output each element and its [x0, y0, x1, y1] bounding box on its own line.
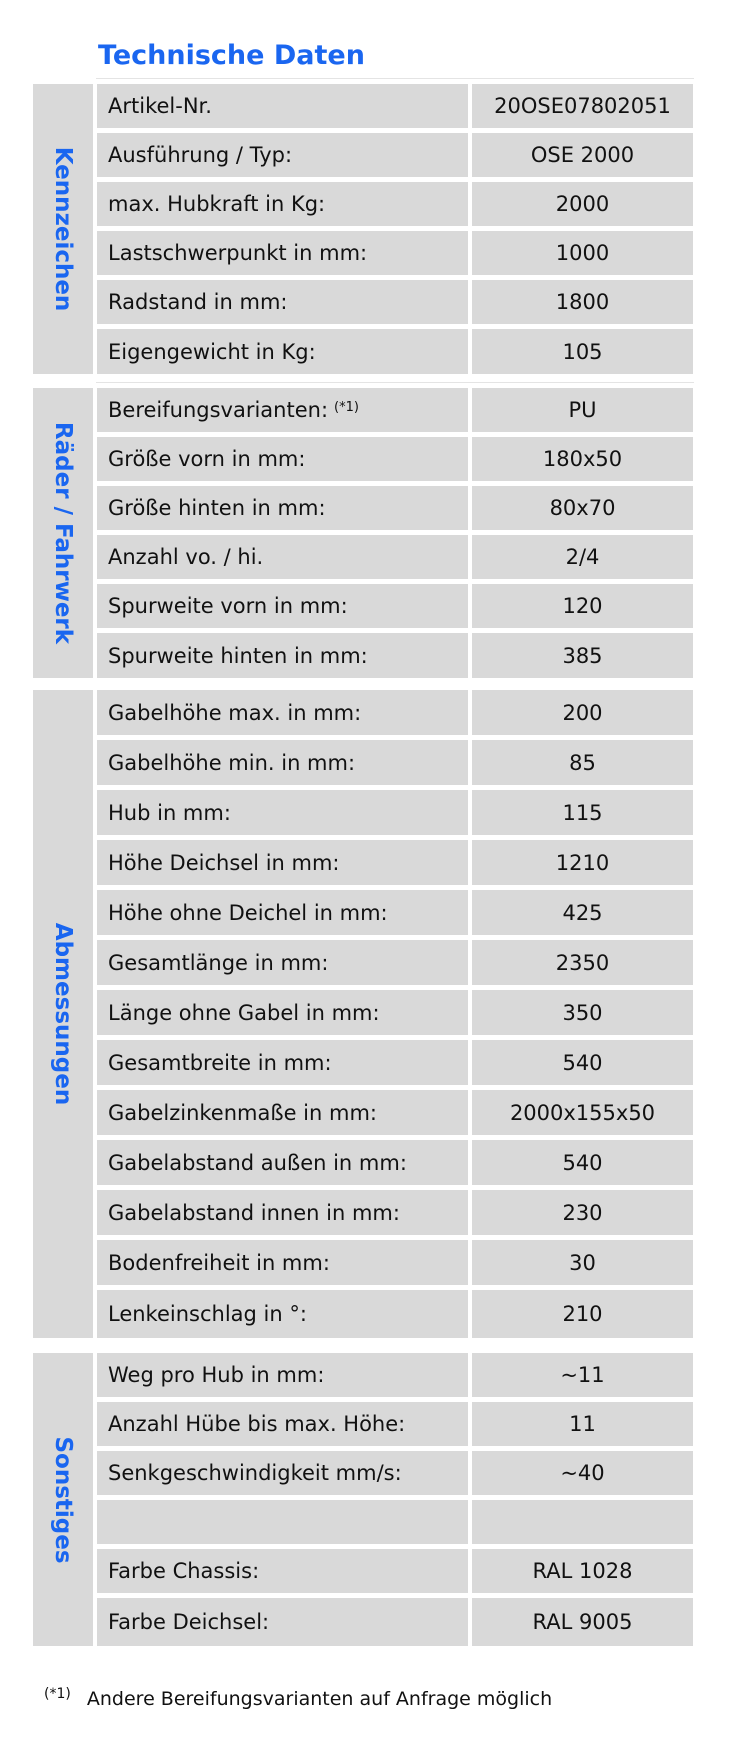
- table-row: [97, 84, 693, 128]
- row-label: Lenkeinschlag in °:: [97, 1290, 468, 1338]
- row-value: 1000: [472, 231, 693, 275]
- row-value: 105: [472, 329, 693, 374]
- row-value: ~40: [472, 1451, 693, 1495]
- row-label: max. Hubkraft in Kg:: [97, 182, 468, 226]
- table-row: [97, 1290, 693, 1338]
- footnote-marker: (*1): [334, 399, 359, 415]
- row-label: Artikel-Nr.: [97, 84, 468, 128]
- row-value: 385: [472, 633, 693, 678]
- section-raeder-fahrwerk: [33, 388, 693, 678]
- row-label: Länge ohne Gabel in mm:: [97, 990, 468, 1035]
- section-abmessungen: [33, 690, 693, 1338]
- table-row: [97, 890, 693, 935]
- row-label: Höhe ohne Deichel in mm:: [97, 890, 468, 935]
- row-label: Lastschwerpunkt in mm:: [97, 231, 468, 275]
- table-row: [97, 1402, 693, 1446]
- table-row: [97, 840, 693, 885]
- row-label: [97, 1500, 468, 1544]
- row-label: Gesamtlänge in mm:: [97, 940, 468, 985]
- row-label: Anzahl Hübe bis max. Höhe:: [97, 1402, 468, 1446]
- table-row: [97, 690, 693, 735]
- row-value: 120: [472, 584, 693, 628]
- row-value: 30: [472, 1240, 693, 1285]
- table-row: [97, 1090, 693, 1135]
- row-value: 2000x155x50: [472, 1090, 693, 1135]
- footnote: [44, 1688, 552, 1710]
- title-divider: [96, 78, 694, 79]
- row-label: Größe hinten in mm:: [97, 486, 468, 530]
- table-row: [97, 1190, 693, 1235]
- row-value: ~11: [472, 1353, 693, 1397]
- table-row: [97, 584, 693, 628]
- row-value: 115: [472, 790, 693, 835]
- row-value: 2/4: [472, 535, 693, 579]
- row-label: Farbe Deichsel:: [97, 1598, 468, 1646]
- row-value: 85: [472, 740, 693, 785]
- row-value: 80x70: [472, 486, 693, 530]
- table-row: [97, 329, 693, 374]
- row-label: Farbe Chassis:: [97, 1549, 468, 1593]
- table-row: [97, 1240, 693, 1285]
- row-label: Ausführung / Typ:: [97, 133, 468, 177]
- table-row: [97, 1140, 693, 1185]
- row-label: Gesamtbreite in mm:: [97, 1040, 468, 1085]
- table-row: [97, 990, 693, 1035]
- row-label: Radstand in mm:: [97, 280, 468, 324]
- page-title: Technische Daten: [98, 40, 365, 71]
- footnote-text: Andere Bereifungsvarianten auf Anfrage möglich: [86, 1688, 553, 1710]
- section-label-cell: [33, 1353, 93, 1646]
- row-value: 200: [472, 690, 693, 735]
- row-label: Hub in mm:: [97, 790, 468, 835]
- table-row: [97, 633, 693, 678]
- section-label: Sonstiges: [50, 1435, 76, 1564]
- row-label: Bodenfreiheit in mm:: [97, 1240, 468, 1285]
- row-label: Senkgeschwindigkeit mm/s:: [97, 1451, 468, 1495]
- row-value: 540: [472, 1040, 693, 1085]
- row-value: 20OSE07802051: [472, 84, 693, 128]
- table-row: [97, 940, 693, 985]
- table-row: [97, 280, 693, 324]
- section-sonstiges: [33, 1353, 693, 1646]
- table-row: [97, 1353, 693, 1397]
- row-value: 425: [472, 890, 693, 935]
- section-label-cell: [33, 84, 93, 374]
- section-label-cell: [33, 388, 93, 678]
- row-value: 11: [472, 1402, 693, 1446]
- row-value: 1800: [472, 280, 693, 324]
- footnote-marker: (*1): [44, 1686, 71, 1702]
- row-value: 1210: [472, 840, 693, 885]
- table-row: [97, 1451, 693, 1495]
- section-divider: [96, 382, 694, 383]
- table-row: [97, 535, 693, 579]
- row-label: [97, 388, 468, 432]
- row-value: RAL 9005: [472, 1598, 693, 1646]
- table-row: [97, 740, 693, 785]
- table-row: [97, 182, 693, 226]
- table-row: [97, 1040, 693, 1085]
- table-row: [97, 231, 693, 275]
- row-label: Größe vorn in mm:: [97, 437, 468, 481]
- row-value: 180x50: [472, 437, 693, 481]
- section-label-cell: [33, 690, 93, 1338]
- table-row: [97, 388, 693, 432]
- row-label: Gabelzinkenmaße in mm:: [97, 1090, 468, 1135]
- row-value: PU: [472, 388, 693, 432]
- section-label: Räder / Fahrwerk: [50, 421, 76, 645]
- row-label: Gabelabstand innen in mm:: [97, 1190, 468, 1235]
- row-value: 230: [472, 1190, 693, 1235]
- row-label: Gabelhöhe min. in mm:: [97, 740, 468, 785]
- table-row-empty: [97, 1500, 693, 1544]
- row-label: Höhe Deichsel in mm:: [97, 840, 468, 885]
- table-row: [97, 1549, 693, 1593]
- row-label: Eigengewicht in Kg:: [97, 329, 468, 374]
- row-value: 2000: [472, 182, 693, 226]
- row-value: OSE 2000: [472, 133, 693, 177]
- row-label: Gabelabstand außen in mm:: [97, 1140, 468, 1185]
- row-value: 540: [472, 1140, 693, 1185]
- table-row: [97, 133, 693, 177]
- row-value: RAL 1028: [472, 1549, 693, 1593]
- row-value: 2350: [472, 940, 693, 985]
- section-kennzeichen: [33, 84, 693, 374]
- table-row: [97, 790, 693, 835]
- row-label: Gabelhöhe max. in mm:: [97, 690, 468, 735]
- table-row: [97, 486, 693, 530]
- row-value: 210: [472, 1290, 693, 1338]
- row-value: 350: [472, 990, 693, 1035]
- row-label-text: Bereifungsvarianten:: [108, 398, 329, 422]
- section-label: Kennzeichen: [50, 146, 76, 312]
- row-label: Anzahl vo. / hi.: [97, 535, 468, 579]
- section-label: Abmessungen: [50, 922, 76, 1106]
- table-row: [97, 437, 693, 481]
- table-row: [97, 1598, 693, 1646]
- row-label: Spurweite vorn in mm:: [97, 584, 468, 628]
- row-label: Spurweite hinten in mm:: [97, 633, 468, 678]
- row-label: Weg pro Hub in mm:: [97, 1353, 468, 1397]
- row-value: [472, 1500, 693, 1544]
